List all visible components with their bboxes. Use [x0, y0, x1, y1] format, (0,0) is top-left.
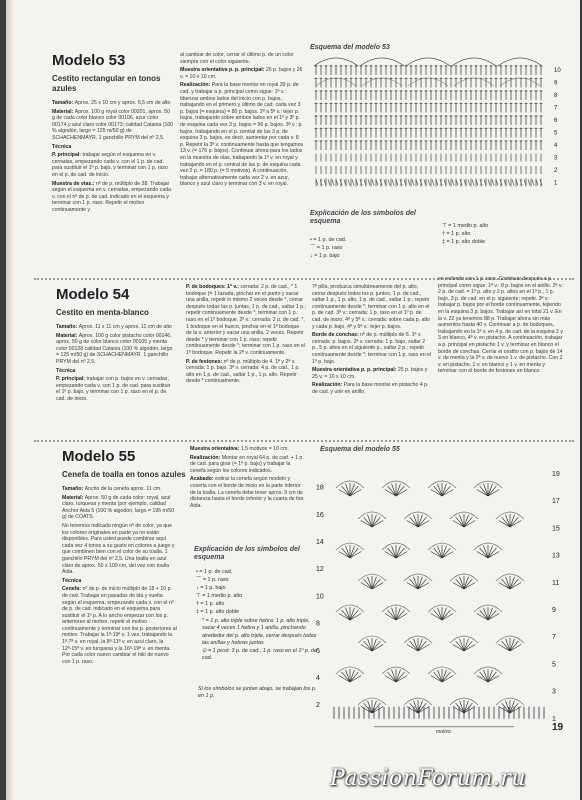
row-number: 4 — [554, 143, 558, 149]
paragraph-heading: Realización: — [180, 82, 212, 89]
stitch-mark — [434, 548, 442, 558]
paragraph-heading: P. de festones: — [186, 358, 224, 365]
stitch-mark — [512, 180, 514, 186]
paragraph — [56, 324, 174, 331]
wave-arch — [406, 58, 450, 66]
row-number: 7 — [552, 634, 556, 642]
row-number: 8 — [554, 93, 558, 99]
paragraph-text: Para la base montar en royal 39 p. de cad. y trabajar a p. principal como sigue: 1ª v.: tiberizar ambos lados del inicio con p. bajos, trabajando en el primero y último de cad. cada vez 3 p. bajos (= esquina) = 80 p. bajos. 2ª a 5ª v.: tejer p. bajos, trabajando sobre ambos lados en el 1º y 3º p. de esquina cada vez 3 p. bajos = 96 p. bajos. 3ª v.: p. bajos, trabajando en el p. central de las 3 p. de esquina 3 p. bajos, es decir, aumentar por cada v. 8 p. Repetir la 3ª v. continuamente hasta que tengamos 13 v. (= 176 p. bajos). Continuar ahora para los lados en la muestra de olas, trabajando la 1ª v. en royal y trabajando en el p. central de las p. de esquina cada vez 2 p. = 180 p. (= 5 motivos). A continuación, trabajar alternativamente cada vez 2 v. en azur, blanco y azul claro y terminar con 3 v. en royal. — [180, 82, 304, 188]
model-55-legend-note: Si los símbolos se juntan abajo, se trabajan los p. en 1 p. — [198, 686, 317, 700]
paragraph-text: 7ª pilla, produzca simultáneamente del p. alto, cerrar después todos los p. juntos, 1 p. de cad., saltar 1 p., 1 p. alto, 1 p. de cad., saltar 1 p.; repetir continuamente desde *; terminar con 1 p. alto en el p. de cad. 3ª v.: cerrada: 1 p. raso en el 1º p. de cad. de inicio, 4ª y 5ª v.: cerrada: sobre cada p. alto y cada p. bajo, 4ª y 5ª v.: tejer p. bajos. — [312, 284, 430, 330]
paragraph — [52, 100, 174, 107]
paragraph-text: estirar la cenefa según modelo y coserla con el borde de inicio en la parte inferior de la toalla. La cenefa debe tener aprox. 9 cm de distancia hasta el borde inferior y la cuarta de tira Aida. — [190, 476, 304, 509]
stitch-mark — [480, 672, 488, 682]
stitch-mark — [396, 548, 404, 558]
paragraph-heading: Realización: — [312, 382, 344, 389]
model-55-legend-right — [202, 618, 324, 662]
model-55-instructions-col1 — [62, 486, 178, 667]
stitch-mark — [456, 703, 464, 713]
stitch-mark — [372, 579, 380, 589]
row-number: 12 — [316, 566, 324, 574]
paragraph-text: trabajar según el esquema en v. cerradas, empezando cada v. con el 1 p. de cad. para sustituir el 1º p. bajo, y terminar con 1 p. raso en el p. de cad. de inicio. — [52, 152, 168, 178]
stitch-mark — [488, 610, 496, 620]
stitch-mark — [364, 641, 372, 651]
row-number: 10 — [554, 68, 561, 74]
row-number: 16 — [316, 511, 324, 519]
row-number: 9 — [554, 80, 558, 87]
paragraph-text: nº de p. múltiplo de 4. 1ª y 2ª v. cerrada: 1 p. bajo. 3ª v. cerrada: 4 p. de cad., 1 p. alto en 1 p. de cad., saltar 1 p., 1 p. alto. Repetir desde * continuamente. — [186, 358, 300, 385]
stitch-mark — [442, 672, 450, 682]
model-53-instructions-col1 — [52, 100, 174, 216]
legend-entry: • = 1 p. de cad. — [310, 237, 347, 243]
paragraph-heading: Material: — [62, 494, 85, 501]
paragraph-heading: Material: — [52, 108, 75, 115]
stitch-mark — [492, 180, 494, 186]
stitch-mark — [396, 486, 404, 496]
paragraph-heading: P. principal: — [56, 376, 87, 383]
repeat-label: motivo — [436, 728, 451, 735]
row-number: 5 — [554, 130, 558, 137]
stitch-mark — [348, 180, 350, 186]
stitch-mark — [480, 610, 488, 620]
row-number: 1 — [554, 180, 558, 187]
stitch-mark — [502, 517, 510, 527]
stitch-mark — [510, 579, 518, 589]
paragraph-text: 25 p. bajos y 25 v. = 10 x 10 cm. — [312, 367, 428, 380]
row-number: 9 — [552, 607, 556, 614]
model-54-subtitle: Cestito en menta-blanco — [56, 308, 149, 317]
paragraph — [438, 276, 564, 375]
stitch-mark — [480, 486, 488, 496]
stitch-mark — [350, 486, 358, 496]
paragraph — [312, 367, 432, 380]
paragraph — [180, 67, 304, 80]
paragraph — [312, 284, 432, 330]
paragraph-text: Aprox. 100 g color pistacho color 00146, aprox. 50 g de color blanco color 00105 y menta color 00128 calidad Catania (100 % algodón, largo = 125 m/50 g) de SCHACHENMAYR. 1 ganchillo PRYM del nº 2,5. — [56, 332, 173, 365]
paragraph-heading: Muestra orientativa p. p. principal: — [312, 367, 398, 374]
model-54-instructions-col2 — [186, 284, 306, 387]
stitch-mark — [372, 517, 380, 527]
stitch-mark — [508, 180, 510, 186]
paragraph — [190, 446, 306, 453]
row-number: 5 — [552, 661, 556, 669]
row-number: 8 — [316, 620, 320, 628]
paragraph-heading: Borde de conchas: — [312, 332, 361, 339]
paragraph — [62, 495, 178, 521]
model-55-subtitle: Cenefa de toalla en tonos azules — [62, 470, 186, 479]
paragraph-heading: P. principal: — [52, 152, 83, 159]
legend-entry: • = 1 p. de cad. — [196, 569, 233, 575]
legend-entry: † = 1 p. alto — [442, 231, 471, 237]
model-54-instructions-col4 — [438, 276, 564, 377]
paragraph-text: Aprox. 100 g royal color 00201, aprox. 50 g de cada color blanco color 00106, azur color 00174 y azul claro color 00173; calidad Catania (100 % algodón, largo = 125 m/50 g) de SCHACHENMAYR. 1 ganchillo PRYM del nº 2,5. — [52, 108, 174, 141]
paragraph-text: Aprox. 11 x 11 cm y aprox. 11 cm de alto — [78, 324, 172, 330]
stitch-mark — [442, 486, 450, 496]
row-number: 4 — [316, 675, 320, 682]
stitch-mark — [418, 641, 426, 651]
stitch-mark — [442, 548, 450, 558]
paragraph-heading: Técnica — [52, 143, 72, 150]
stitch-mark — [410, 517, 418, 527]
legend-entry: ⌒ = 1 p. raso — [310, 245, 343, 251]
row-number: 18 — [316, 484, 324, 492]
stitch-mark — [332, 180, 334, 186]
stitch-mark — [392, 180, 394, 186]
stitch-mark — [528, 180, 530, 186]
legend-entry: * = 1 p. alto triple sobre hebra: 1 p. alto triple, sacar 4 veces 1 hebra y 1 anilla, pinchando alrededor del p. alto triple, cerrar después todas las anillas y hebras juntas — [202, 618, 317, 647]
model-53-title: Modelo 53 — [52, 52, 126, 69]
paragraph-heading: Muestra orientativa p. p. principal: — [180, 67, 266, 74]
paragraph-heading: P. de bodoques: 1ª v.: — [186, 284, 241, 290]
paragraph-text: Para la base montar en pistacho 4 p. de cad. y unir en anillo. — [312, 382, 429, 395]
row-number: 2 — [316, 702, 320, 710]
stitch-mark — [434, 610, 442, 620]
stitch-mark — [412, 180, 414, 186]
paragraph — [56, 376, 174, 402]
paragraph-text: en redondo con 1 p. raso. Continuar después a p. principal como sigue: 1ª v.: 8 p. bajos en el anillo. 2ª v.: 2 p. de cad. = 1º p. alto y 2 p. altos en el 1º p., 1 p. bajo, 3 p. de cad. en el p. siguiente; repetir. 3ª v.: trabajar p. bajos por el borde continuamente, tejiendo en la esquina 3 p. bajos. Trabajar así en total 21 v. En la v. 22 ya tenemos 88 p. Trabajar ahora sin más aumentos hasta 40 v. Continuar a p. de bodoques, trabajando en la 1ª v. en 4 p. de cad. de la esquina 2 y 3 en blanco, 4ª v. en pistacho. A continuación, trabajar a p. principal en pistacho 1 v. y terminar en blanco el borde de conchas. Cerrar el cestito con p. bajos de 14 v. de menta y la 2ª v. de nuevo 1 v. de pistacho. Con 2 v. en pistacho, 1 v. en blanco y 1 v. en menta y terminar con el borde de festones en blanco. — [438, 276, 564, 375]
stitch-mark — [352, 180, 354, 186]
stitch-mark — [464, 517, 472, 527]
model-53-legend-title: Explicación de los símbolos del esquema — [310, 210, 416, 225]
stitch-mark — [464, 641, 472, 651]
paragraph — [190, 476, 306, 509]
legend-entry: ⌒ = 1 p. raso — [196, 577, 229, 583]
stitch-mark — [432, 180, 434, 186]
legend-entry: ‡ = 1 p. alto doble — [196, 609, 240, 615]
paragraph-heading: Técnica — [56, 367, 76, 374]
model-55-legend-title: Explicación de los símbolos del esquema — [194, 546, 300, 561]
legend-entry: ⊙ = 1 picot: 3 p. de cad., 1 p. raso en el 1º p. de cad. — [202, 647, 317, 662]
paragraph-heading: Realización: — [190, 454, 222, 461]
model-54-instructions-col3 — [312, 284, 432, 398]
paragraph — [52, 109, 174, 142]
page-binding-shadow — [6, 0, 14, 800]
row-number: 6 — [554, 118, 558, 124]
model-53-chart-title: Esquema del modelo 53 — [310, 44, 390, 51]
stitch-mark — [372, 641, 380, 651]
paragraph-heading: Acabado: — [190, 476, 216, 483]
stitch-mark — [510, 517, 518, 527]
paragraph — [62, 578, 178, 585]
wave-arch — [314, 58, 358, 66]
row-number: 10 — [316, 593, 324, 601]
paragraph — [186, 359, 306, 385]
stitch-mark — [408, 180, 410, 186]
paragraph-heading: Técnica — [62, 577, 82, 584]
paragraph — [56, 368, 174, 375]
stitch-mark — [488, 672, 496, 682]
paragraph-text: nº de p. múltiplo de 6. 1ª v. cerrada: p. bajos. 2ª v. cerrada: 1 p. bajo, saltar 2 p., 5 p. altos en el siguiente p., saltar 2 p.; repetir continuamente desde *; terminar con 1 p. raso en el 1º p. bajo. — [312, 332, 432, 365]
stitch-mark — [434, 486, 442, 496]
stitch-mark — [488, 486, 496, 496]
paragraph — [62, 486, 178, 493]
row-number: 14 — [316, 539, 324, 546]
paragraph-heading: Cenefa: — [62, 586, 83, 593]
paragraph-text: 26 p. bajos y 26 v. = 10 x 10 cm. — [180, 67, 303, 80]
paragraph-text: Aprox. 50 g de cada color: royal, azul claro, turquesa y menta (por ejemplo, calidad Anchor Aida 5 (100 % algodón, largo = 195 m/50 g) de COATS. — [62, 494, 175, 521]
paragraph-heading: Tamaño: — [56, 324, 79, 330]
paragraph-text: nº de p. de inicio múltiplo de 18 + 10 p. de cad. Trabajar en pasadas de ida y vuelta según el esquema, empezando cada v. con el nº de p. de cad. indicado en el esquema para sustituir el 1º p. A lo ancho empezar con los p. anteriores al motivo, repetir el motivo continuamente y terminar con los p. posteriores al motivo. Trabajar la 1ª-19ª v. 1 vez, trabajando la 1ª-7ª v. en royal, la 8ª-11ª v. en azul claro, la 12ª-15ª v. en turquesa y la 16ª-19ª v. en menta. Por cada color nuevo cambiar el hilo de nuevo con 1 p. raso. — [62, 586, 177, 665]
stitch-mark — [464, 579, 472, 589]
stitch-mark — [502, 641, 510, 651]
wave-arch — [360, 58, 404, 66]
model-53-legend-left — [310, 236, 420, 260]
stitch-mark — [350, 672, 358, 682]
paragraph-text: trabajar con p. bajos en v. cerradas, empezando cada v. con 1 p. de cad. para sustituir el 1º p. bajo, y terminar con 1 p. raso en el p. de cad. de inicio. — [56, 376, 171, 402]
stitch-mark — [342, 486, 350, 496]
paragraph — [186, 284, 306, 357]
magazine-page — [6, 0, 580, 800]
paragraph — [180, 82, 304, 188]
paragraph — [312, 382, 432, 395]
stitch-mark — [456, 517, 464, 527]
stitch-mark — [388, 486, 396, 496]
page-number: 19 — [552, 722, 564, 733]
stitch-mark — [342, 548, 350, 558]
model-55-legend-left — [196, 568, 286, 616]
stitch-mark — [502, 579, 510, 589]
paragraph-text: Ancho de la cenefa aprox. 11 cm. — [84, 486, 162, 492]
paragraph — [190, 455, 306, 475]
row-number: 3 — [554, 155, 558, 162]
wave-arch — [408, 78, 448, 86]
row-number: 15 — [552, 525, 560, 533]
row-number: 2 — [554, 168, 558, 174]
stitch-mark — [448, 180, 450, 186]
stitch-mark — [342, 610, 350, 620]
row-number: 7 — [554, 105, 558, 112]
model-54-title: Modelo 54 — [56, 286, 130, 303]
model-53-instructions-col2 — [180, 52, 304, 190]
stitch-mark — [468, 180, 470, 186]
stitch-mark — [418, 517, 426, 527]
paragraph — [52, 152, 174, 178]
stitch-mark — [488, 548, 496, 558]
section-divider — [34, 440, 574, 442]
stitch-mark — [350, 548, 358, 558]
paragraph-text: Aprox. 25 x 10 cm y aprox. 6,5 cm de alto — [74, 100, 171, 106]
paragraph-text: No tenemos indicado ningún nº de color, ya que los colores originales en parte ya no están disponibles. Para usted puede combinar aquí cada vez 4 tonos a su gusto en colores a juego y que combinen bien con el color de su toalla. 1 ganchillo PRYM del nº 2,5. Una toalla en azul claro de aprox. 50 x 100 cm, del vez con toalla Aida. — [62, 522, 175, 576]
model-55-crochet-chart — [314, 456, 570, 752]
stitch-mark — [388, 180, 390, 186]
paragraph-text: 1,5 motivos = 10 cm. — [240, 446, 289, 452]
wave-arch — [454, 78, 494, 86]
legend-entry: ↓ = 1 p. bajo — [196, 585, 226, 591]
stitch-mark — [328, 180, 330, 186]
paragraph — [52, 144, 174, 151]
model-54-instructions-col1 — [56, 324, 174, 405]
stitch-mark — [396, 672, 404, 682]
paragraph — [62, 523, 178, 576]
model-53-legend-right — [442, 222, 562, 246]
model-55-title: Modelo 55 — [62, 448, 136, 465]
stitch-mark — [480, 548, 488, 558]
stitch-mark — [410, 579, 418, 589]
paragraph-heading: Muestra orientativa: — [190, 446, 241, 452]
model-53-crochet-chart — [308, 56, 564, 206]
legend-entry: ⊤ = 1 medio p. alto — [196, 593, 243, 599]
row-number: 3 — [552, 688, 556, 696]
paragraph-text: Montar en royal 64 p. de cad. + 1 p. de cad. para girar (= 1º p. bajo) y trabajar la cenefa según los colores indicados. — [190, 454, 304, 474]
stitch-mark — [396, 610, 404, 620]
stitch-mark — [388, 610, 396, 620]
stitch-mark — [456, 641, 464, 651]
paragraph-text: al cambiar de color, cerrar el último p. de un color siempre con el color siguiente. — [180, 52, 294, 65]
stitch-mark — [472, 180, 474, 186]
stitch-mark — [510, 641, 518, 651]
stitch-mark — [464, 703, 472, 713]
stitch-mark — [452, 180, 454, 186]
legend-entry: ↓ = 1 p. bajo — [310, 253, 340, 259]
paragraph — [180, 52, 304, 65]
watermark-text: PassionForum.ru — [330, 766, 526, 791]
row-number: 11 — [552, 579, 560, 587]
paragraph-text: cerrada: 2 p. de cad., * 1 bodoque (= 1 lazada, pinchar en el punto y sacar una anilla, repetir lo mismo 2 veces desde *, cerrar después todas las p. juntas, 1 p. de cad., saltar 1 p.; repetir continuamente desde *; terminar con 1 p. raso en el 1º bodoque. 2ª v.: cerrada: 2 p. de cad. *, 1 bodoque en el hueco, pinchar en el 1º bodoque de la v. anterior y sacar una anilla, 2 veces. Repetir desde * y terminar con 1 p. raso; repetir continuamente desde *; terminar con 1 p. raso en el 1º bodoque. Repetir la 2ª v. continuamente. — [186, 284, 306, 356]
stitch-mark — [488, 180, 490, 186]
stitch-mark — [350, 610, 358, 620]
stitch-mark — [368, 180, 370, 186]
stitch-mark — [418, 579, 426, 589]
model-53-subtitle: Cestito rectangular en tonos azules — [52, 74, 161, 93]
model-55-chart-title: Esquema del modelo 55 — [320, 446, 400, 453]
stitch-mark — [532, 180, 534, 186]
stitch-mark — [428, 180, 430, 186]
paragraph — [312, 332, 432, 365]
stitch-mark — [364, 579, 372, 589]
stitch-mark — [372, 180, 374, 186]
row-number: 17 — [552, 498, 560, 506]
row-number: 1 — [552, 715, 556, 723]
paragraph-text: nº de p. múltiplo de 38. Trabajar según el esquema en v. cerradas, empezando cada v. con el nº de p. de cad. indicado en el esquema y terminar con 1 p. raso. Repetir el motivo continuamente y — [52, 180, 172, 213]
stitch-mark — [388, 548, 396, 558]
stitch-mark — [456, 579, 464, 589]
paragraph-heading: Material: — [56, 332, 79, 339]
paragraph-heading: Tamaño: — [62, 486, 85, 492]
paragraph — [62, 586, 178, 665]
model-55-instructions-col2 — [190, 446, 306, 511]
paragraph-heading: Muestra de vtas.: — [52, 180, 96, 187]
wave-arch — [452, 58, 496, 66]
stitch-mark — [410, 641, 418, 651]
paragraph — [56, 333, 174, 366]
stitch-mark — [388, 672, 396, 682]
stitch-mark — [342, 672, 350, 682]
row-number: 19 — [552, 471, 560, 478]
row-number: 13 — [552, 552, 560, 560]
legend-entry: ‡ = 1 p. alto doble — [442, 239, 486, 245]
legend-entry: ⊤ = 1 medio p. alto — [442, 223, 489, 229]
stitch-mark — [364, 517, 372, 527]
row-number: 6 — [316, 647, 320, 655]
legend-entry: † = 1 p. alto — [196, 601, 225, 607]
stitch-mark — [442, 610, 450, 620]
paragraph-heading: Tamaño: — [52, 100, 75, 106]
wave-arch — [498, 58, 542, 66]
paragraph — [52, 181, 174, 214]
stitch-mark — [434, 672, 442, 682]
stitch-mark — [364, 703, 372, 713]
